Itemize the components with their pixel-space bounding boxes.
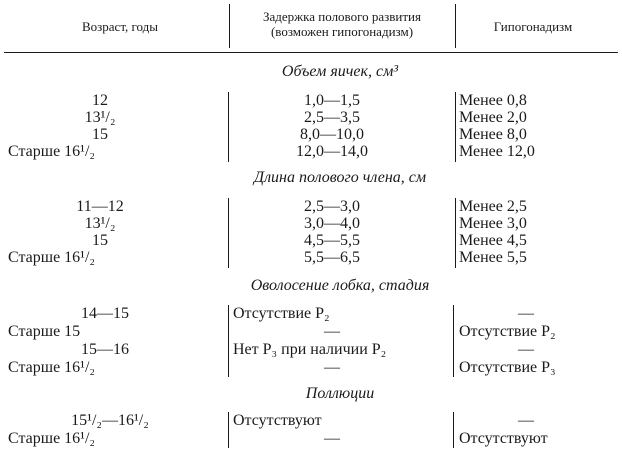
section-title-emissions: Поллюции (305, 385, 375, 402)
section-3-divider-1 (228, 305, 229, 377)
age-cell: Старше 16¹/₂ (8, 249, 95, 266)
age-cell: 15¹/₂—16¹/₂ (71, 412, 149, 429)
section-title-penis-length: Длина полового члена, см (253, 169, 427, 186)
section-title-pubic-hair: Оволосение лобка, стадия (250, 277, 430, 294)
age-cell: Старше 16¹/₂ (8, 430, 95, 447)
hypo-cell: Отсутствуют (459, 430, 548, 447)
delay-cell: Отсутствие P₂ (233, 305, 330, 322)
header-hypogonadism: Гипогонадизм (493, 19, 573, 34)
age-cell: 12 (92, 92, 108, 109)
section-1-divider-2 (455, 92, 456, 162)
hypo-cell: Отсутствие P₃ (459, 359, 556, 376)
hypo-cell: Менее 4,5 (459, 232, 527, 249)
delay-cell: Нет P₃ при наличии P₂ (233, 341, 387, 358)
hypo-cell: Менее 2,0 (459, 109, 527, 126)
section-4-divider-2 (453, 412, 454, 448)
header-divider-2 (455, 4, 456, 48)
age-cell: 15 (92, 126, 108, 143)
header-delay-line2: (возможен гипогонадизм) (270, 24, 414, 39)
age-cell: 11—12 (76, 198, 124, 215)
age-cell: 15—16 (81, 341, 129, 358)
header-delay-line1: Задержка полового развития (263, 9, 421, 24)
hypo-cell: — (518, 305, 534, 322)
section-2-divider-1 (228, 198, 229, 268)
delay-cell: 4,5—5,5 (304, 232, 360, 249)
age-cell: 13¹/₂ (84, 109, 116, 126)
section-1-divider-1 (228, 92, 229, 162)
delay-cell: — (324, 430, 340, 447)
delay-cell: 3,0—4,0 (304, 215, 360, 232)
section-title-testis-volume: Объем яичек, см³ (281, 63, 399, 80)
age-cell: 14—15 (81, 305, 129, 322)
delay-cell: 2,5—3,5 (304, 109, 360, 126)
hypo-cell: — (518, 341, 534, 358)
delay-cell: Отсутствуют (233, 412, 322, 429)
hypo-cell: Отсутствие P₂ (459, 323, 556, 340)
hypo-cell: — (518, 412, 534, 429)
section-3-divider-2 (453, 305, 454, 377)
hypo-cell: Менее 12,0 (459, 143, 535, 160)
delay-cell: 5,5—6,5 (304, 249, 360, 266)
delay-cell: — (324, 323, 340, 340)
hypo-cell: Менее 0,8 (459, 92, 527, 109)
age-cell: Старше 16¹/₂ (8, 143, 95, 160)
hypo-cell: Менее 8,0 (459, 126, 527, 143)
header-bottom-rule (4, 52, 618, 53)
header-divider-1 (229, 4, 230, 48)
age-cell: Старше 15 (8, 323, 81, 340)
delay-cell: 12,0—14,0 (296, 143, 368, 160)
age-cell: 13¹/₂ (84, 215, 116, 232)
delay-cell: — (324, 359, 340, 376)
delay-cell: 2,5—3,0 (304, 198, 360, 215)
header-age: Возраст, годы (81, 19, 159, 34)
section-2-divider-2 (455, 198, 456, 268)
delay-cell: 1,0—1,5 (304, 92, 360, 109)
delay-cell: 8,0—10,0 (300, 126, 364, 143)
hypo-cell: Менее 2,5 (459, 198, 527, 215)
hypo-cell: Менее 5,5 (459, 249, 527, 266)
section-4-divider-1 (228, 412, 229, 448)
hypo-cell: Менее 3,0 (459, 215, 527, 232)
age-cell: 15 (92, 232, 108, 249)
age-cell: Старше 16¹/₂ (8, 359, 95, 376)
